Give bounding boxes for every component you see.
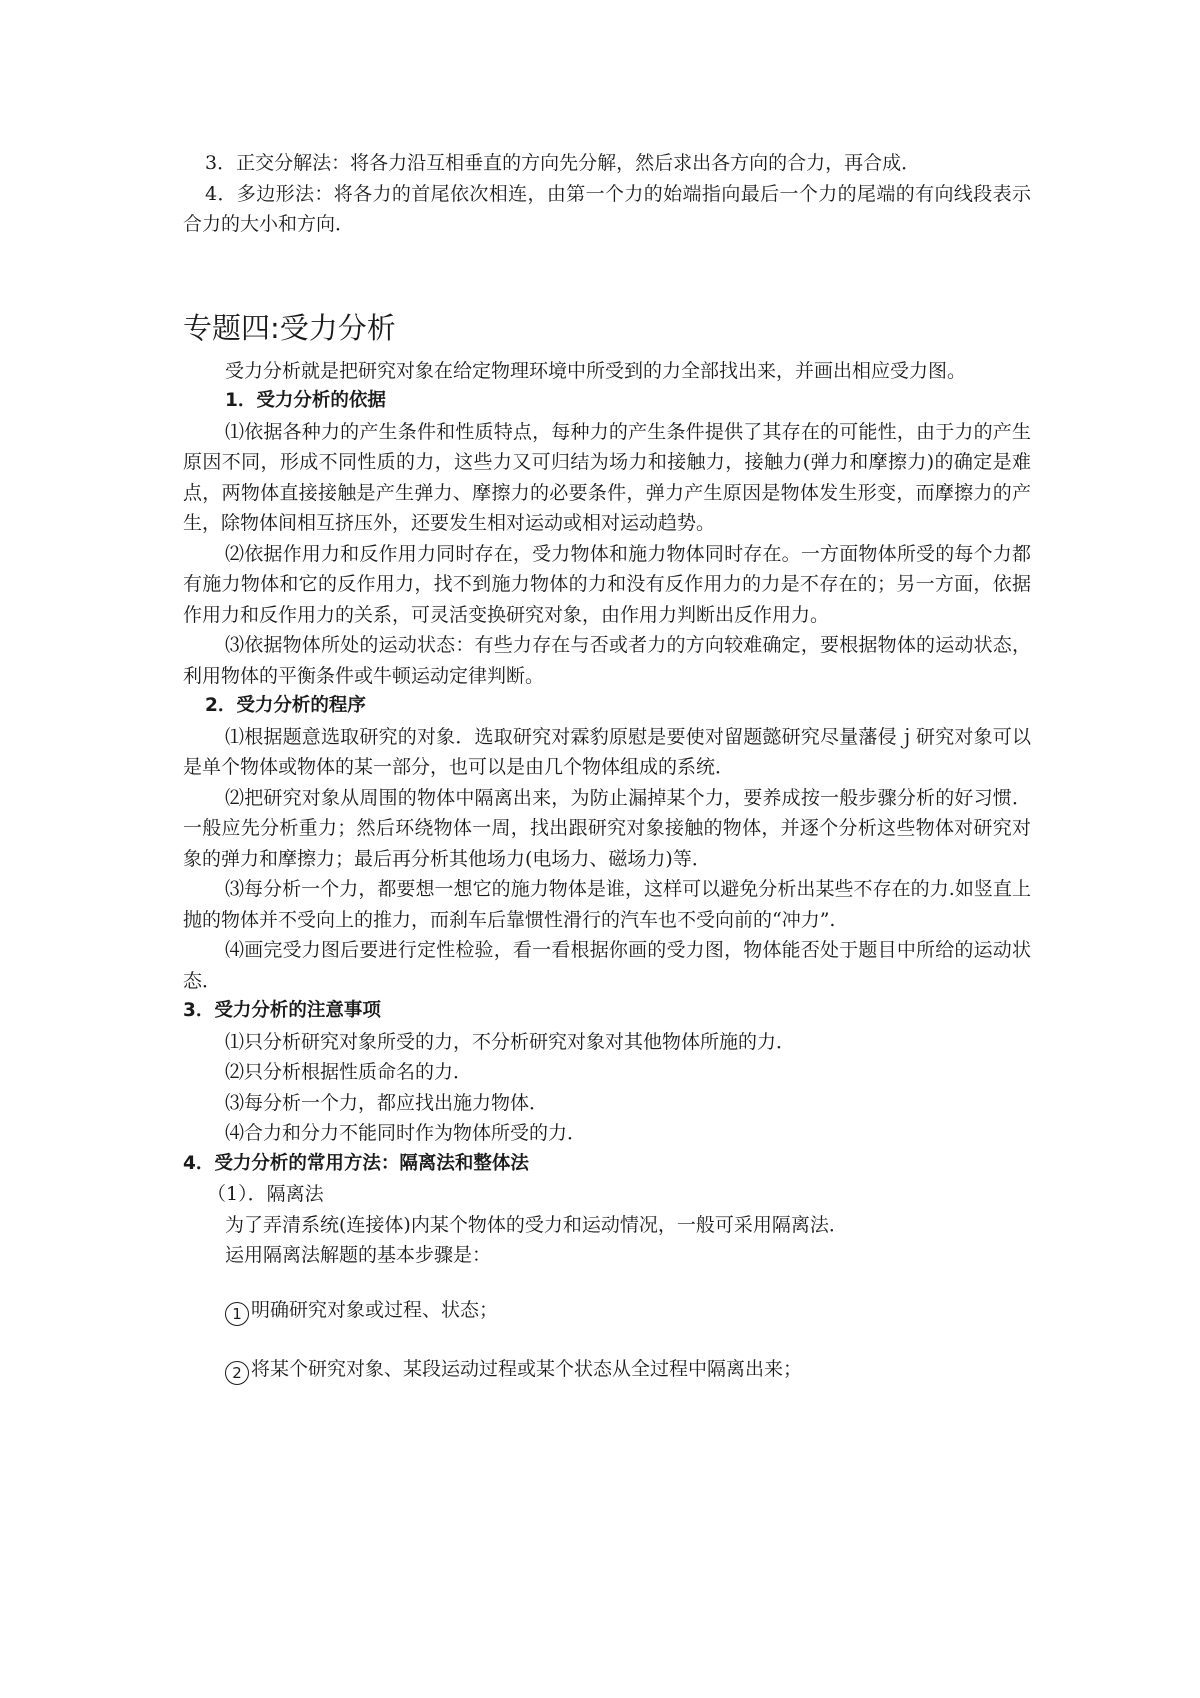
- isolation-line-1: 为了弄清系统(连接体)内某个物体的受力和运动情况，一般可采用隔离法．: [225, 1213, 848, 1236]
- basis-paragraph-1: ⑴依据各种力的产生条件和性质特点，每种力的产生条件提供了其存在的可能性，由于力的产生原因不同，形成不同性质的力，这些力又可归结为场力和接触力，接触力(弹力和摩擦力)的确定是难点，两物体直接接触是产生弹力、摩擦力的必要条件，弹力产生原因是物体发生形变，而摩擦力的产生，除物体间相互挤压外，还要发生相对运动或相对运动趋势。: [183, 420, 1031, 534]
- note-item-4: ⑷合力和分力不能同时作为物体所受的力．: [225, 1122, 587, 1144]
- isolation-line-2: 运用隔离法解题的基本步骤是：: [225, 1244, 492, 1266]
- heading-methods: 4．受力分析的常用方法：隔离法和整体法: [183, 1152, 529, 1174]
- paragraph-orthogonal-method: 3．正交分解法：将各力沿互相垂直的方向先分解，然后求出各方向的合力，再合成．: [205, 152, 921, 174]
- subheading-isolation-method: （1）．隔离法: [207, 1183, 324, 1205]
- circled-number-1: 1: [225, 1302, 249, 1326]
- lead-paragraph: 受力分析就是把研究对象在给定物理环境中所受到的力全部找出来，并画出相应受力图。: [225, 359, 967, 382]
- note-item-1: ⑴只分析研究对象所受的力，不分析研究对象对其他物体所施的力．: [225, 1030, 796, 1053]
- note-item-2: ⑵只分析根据性质命名的力．: [225, 1061, 473, 1083]
- note-item-3: ⑶每分析一个力，都应找出施力物体．: [225, 1091, 549, 1114]
- step-text-1: 明确研究对象或过程、状态；: [251, 1298, 499, 1321]
- step-text-2: 将某个研究对象、某段运动过程或某个状态从全过程中隔离出来；: [251, 1357, 803, 1380]
- basis-paragraph-2: ⑵依据作用力和反作用力同时存在，受力物体和施力物体同时存在。一方面物体所受的每个力都有施力物体和它的反作用力，找不到施力物体的力和没有反作用力的力是不存在的；另一方面，依据作用力和反作用力的关系，可灵活变换研究对象，由作用力判断出反作用力。: [183, 542, 1031, 626]
- procedure-paragraph-2: ⑵把研究对象从周围的物体中隔离出来，为防止漏掉某个力，要养成按一般步骤分析的好习惯．一般应先分析重力；然后环绕物体一周，找出跟研究对象接触的物体，并逐个分析这些物体对研究对象的弹力和摩擦力；最后再分析其他场力(电场力、磁场力)等．: [183, 786, 1031, 870]
- basis-paragraph-3: ⑶依据物体所处的运动状态：有些力存在与否或者力的方向较难确定，要根据物体的运动状态，利用物体的平衡条件或牛顿运动定律判断。: [183, 634, 1031, 687]
- circled-number-2: 2: [225, 1361, 249, 1385]
- paragraph-polygon-method: 4．多边形法：将各力的首尾依次相连，由第一个力的始端指向最后一个力的尾端的有向线段表示合力的大小和方向．: [183, 182, 1031, 235]
- procedure-paragraph-1: ⑴根据题意选取研究的对象．选取研究对霖豹原慰是要使对留题懿研究尽量藩侵ｊ研究对象可以是单个物体或物体的某一部分，也可以是由几个物体组成的系统．: [183, 725, 1031, 778]
- step-item-2: [183, 1354, 1031, 1385]
- heading-basis: 1．受力分析的依据: [225, 390, 386, 411]
- procedure-paragraph-4: ⑷画完受力图后要进行定性检验，看一看根据你画的受力图，物体能否处于题目中所给的运动状态．: [183, 939, 1031, 992]
- procedure-paragraph-3: ⑶每分析一个力，都要想一想它的施力物体是谁，这样可以避免分析出某些不存在的力.如竖直上抛的物体并不受向上的推力，而刹车后靠惯性滑行的汽车也不受向前的“冲力”.: [183, 878, 1031, 931]
- heading-notes: 3．受力分析的注意事项: [183, 1000, 381, 1021]
- document-page: [183, 148, 1031, 1385]
- section-title: 专题四:受力分析: [183, 310, 396, 345]
- heading-procedure: 2．受力分析的程序: [205, 695, 366, 716]
- step-item-1: [183, 1295, 1031, 1326]
